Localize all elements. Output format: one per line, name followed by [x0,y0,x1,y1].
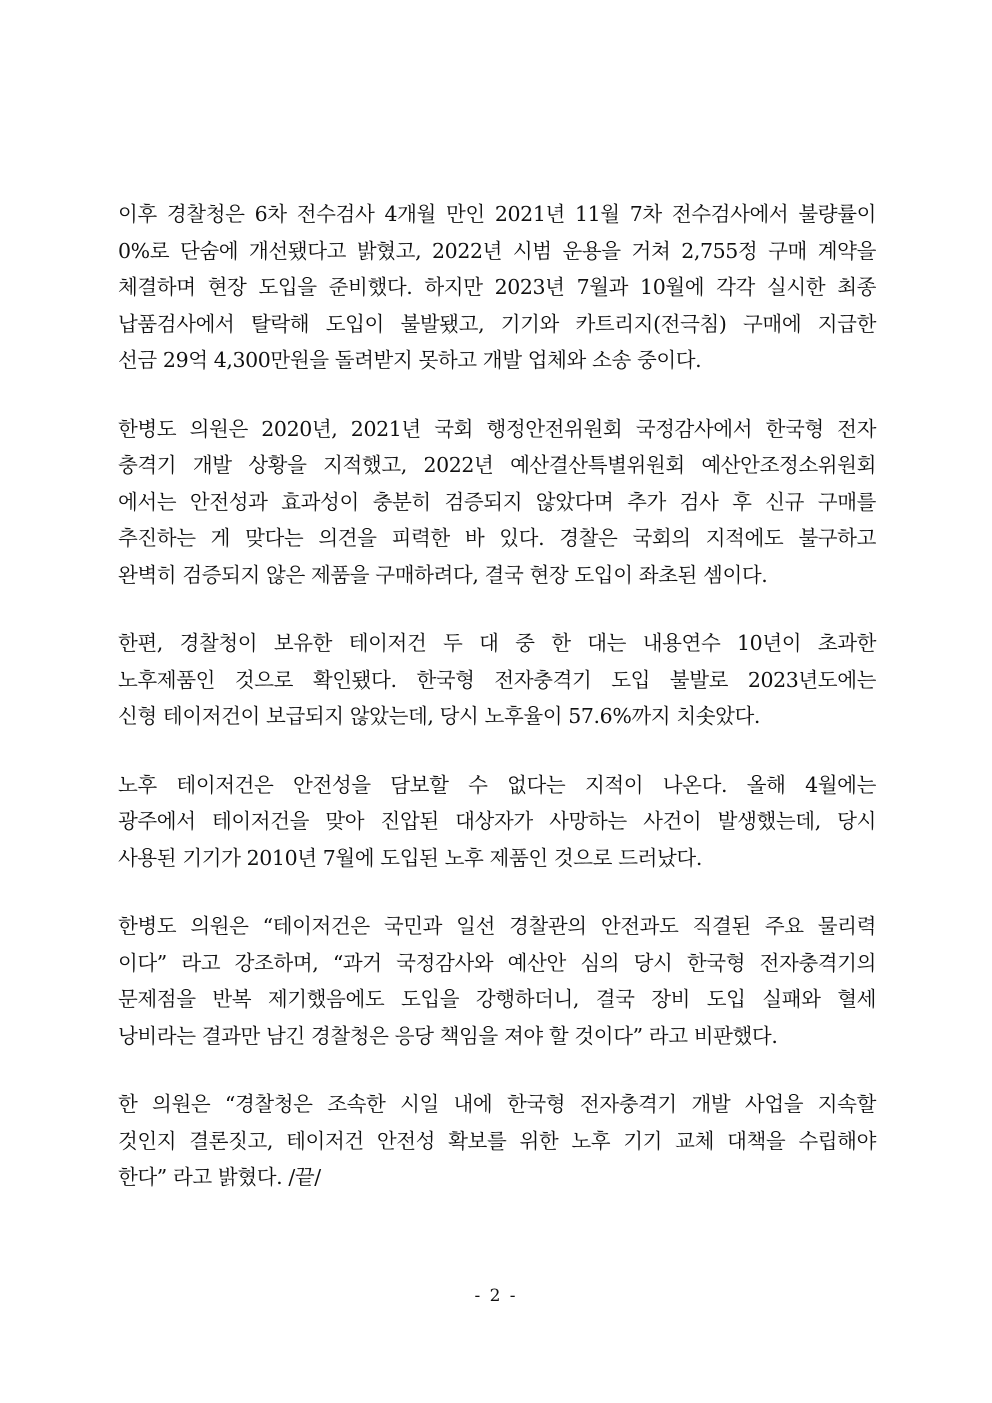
text-line: 한편, 경찰청이 보유한 테이저건 두 대 중 한 대는 내용연수 10년이 초과한 [118,631,876,655]
paragraph-assembly-warnings [118,411,876,594]
text-line: 0%로 단숨에 개선됐다고 밝혔고, 2022년 시범 운용을 거쳐 2,755정 구매 계약을 [118,238,876,263]
text-line: 추진하는 게 맞다는 의견을 피력한 바 있다. 경찰은 국회의 지적에도 불구하고 [118,526,876,550]
text-line: 충격기 개발 상황을 지적했고, 2022년 예산결산특별위원회 예산안조정소위원회 [118,453,876,477]
text-line: 신형 테이저건이 보급되지 않았는데, 당시 노후율이 57.6%까지 치솟았다. [118,704,761,728]
paragraph-lawmaker-criticism [118,908,876,1054]
text-line: 체결하며 현장 도입을 준비했다. 하지만 2023년 7월과 10월에 각각 실시한 최종 [118,275,876,299]
text-line: 한병도 의원은 2020년, 2021년 국회 행정안전위원회 국정감사에서 한국형 전자 [118,416,876,441]
page-number: - 2 - [474,1286,518,1306]
text-line: 한다” 라고 밝혔다. /끝/ [118,1165,321,1189]
text-line: 한병도 의원은 “테이저건은 국민과 일선 경찰관의 안전과도 직결된 주요 물리력 [118,914,876,938]
text-line: 낭비라는 결과만 남긴 경찰청은 응당 책임을 져야 할 것이다” 라고 비판했다. [118,1023,778,1048]
text-line: 에서는 안전성과 효과성이 충분히 검증되지 않았다며 추가 검사 후 신규 구매를 [118,489,876,514]
text-line: 이후 경찰청은 6차 전수검사 4개월 만인 2021년 11월 7차 전수검사에서 불량률이 [118,202,876,226]
press-release-body [118,196,876,1228]
text-line: 선금 29억 4,300만원을 돌려받지 못하고 개발 업체와 소송 중이다. [118,348,702,372]
text-line: 이다” 라고 강조하며, “과거 국정감사와 예산안 심의 당시 한국형 전자충격기의 [118,950,876,975]
text-line: 노후제품인 것으로 확인됐다. 한국형 전자충격기 도입 불발로 2023년도에는 [118,667,876,692]
text-line: 완벽히 검증되지 않은 제품을 구매하려다, 결국 현장 도입이 좌초된 셈이다. [118,562,768,587]
paragraph-purchase-failure [118,196,876,379]
text-line: 사용된 기기가 2010년 7월에 도입된 노후 제품인 것으로 드러났다. [118,845,702,870]
paragraph-aging-devices [118,625,876,735]
text-line: 것인지 결론짓고, 테이저건 안전성 확보를 위한 노후 기기 교체 대책을 수립해야 [118,1128,876,1153]
text-line: 문제점을 반복 제기했음에도 도입을 강행하더니, 결국 장비 도입 실패와 혈세 [118,987,876,1011]
paragraph-safety-incident [118,767,876,877]
text-line: 한 의원은 “경찰청은 조속한 시일 내에 한국형 전자충격기 개발 사업을 지속할 [118,1092,876,1116]
paragraph-closing-statement [118,1086,876,1196]
text-line: 노후 테이저건은 안전성을 담보할 수 없다는 지적이 나온다. 올해 4월에는 [118,772,876,797]
text-line: 광주에서 테이저건을 맞아 진압된 대상자가 사망하는 사건이 발생했는데, 당시 [118,809,876,833]
text-line: 납품검사에서 탈락해 도입이 불발됐고, 기기와 카트리지(전극침) 구매에 지급한 [118,311,876,336]
